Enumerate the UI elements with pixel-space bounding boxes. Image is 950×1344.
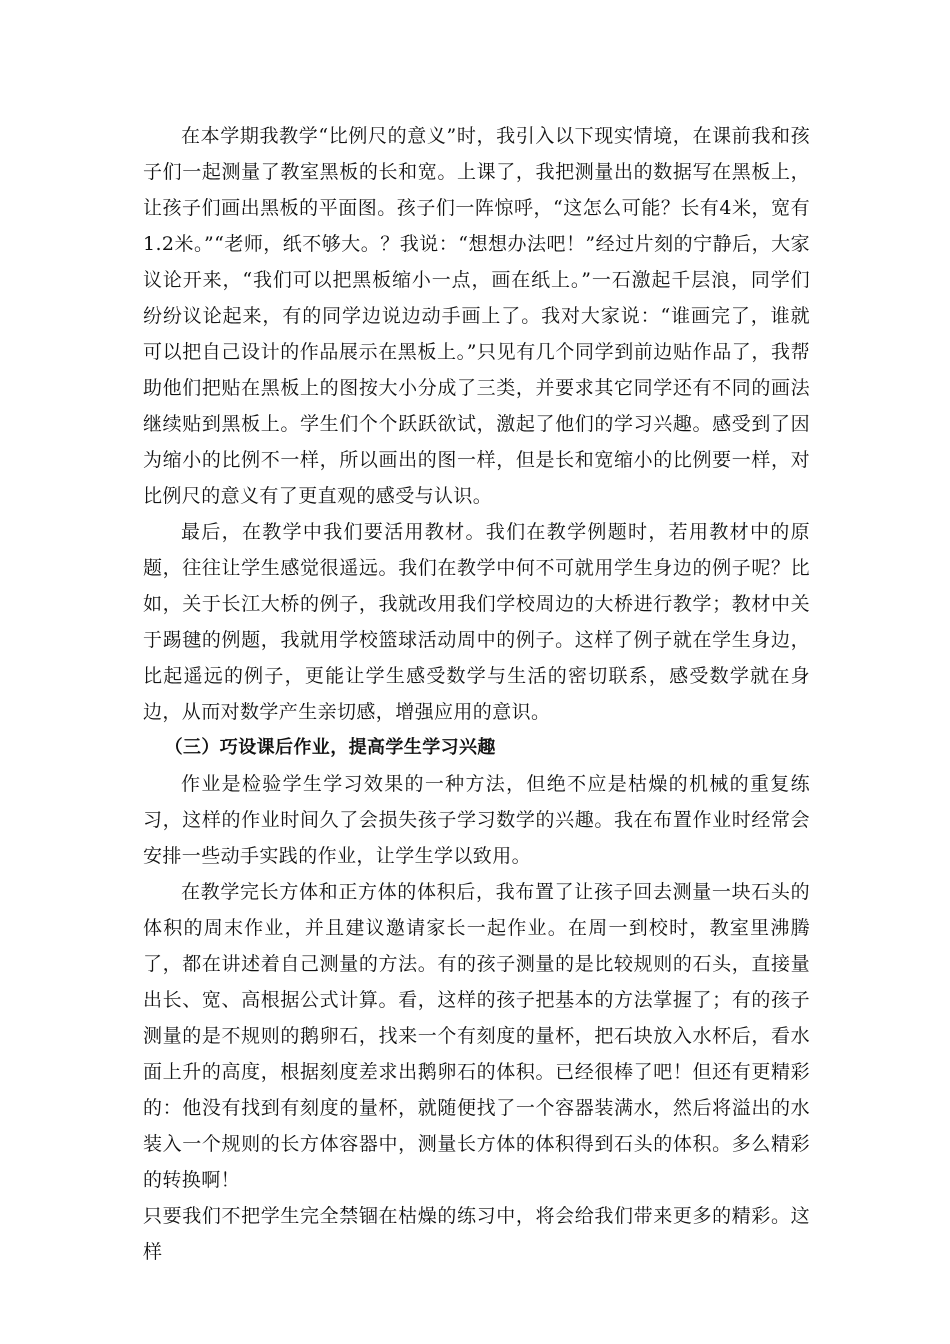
paragraph-closing: 只要我们不把学生完全禁锢在枯燥的练习中，将会给我们带来更多的精彩。这样: [143, 1205, 810, 1263]
paragraph-stone-volume: 在教学完长方体和正方体的体积后，我布置了让孩子回去测量一块石头的体积的周末作业，并且建议邀请家长一起作业。在周一到校时，教室里沸腾了，都在讲述着自己测量的方法。有的孩子测量的是比较规则的石头，直接量出长、宽、高根据公式计算。看，这样的孩子把基本的方法掌握了；有的孩子测量的是不规则的鹅卵石，找来一个有刻度的量杯，把石块放入水杯后，看水面上升的高度，根据刻度差求出鹅卵石的体积。已经很棒了吧！但还有更精彩的：他没有找到有刻度的量杯，就随便找了一个容器装满水，然后将溢出的水装入一个规则的长方体容器中，测量长方体的体积得到石头的体积。多么精彩的转换啊！: [143, 881, 810, 1191]
paragraph-scale-lesson: 在本学期我教学“比例尺的意义”时，我引入以下现实情境，在课前我和孩子们一起测量了教室黑板的长和宽。上课了，我把测量出的数据写在黑板上，让孩子们画出黑板的平面图。孩子们一阵惊呼，“这怎么可能？长有4米，宽有1.2米。”“老师，纸不够大。？我说：“想想办法吧！”经过片刻的宁静后，大家议论开来，“我们可以把黑板缩小一点，画在纸上。”一石激起千层浪，同学们纷纷议论起来，有的同学边说边动手画上了。我对大家说：“谁画完了，谁就可以把自己设计的作品展示在黑板上。”只见有几个同学到前边贴作品了，我帮助他们把贴在黑板上的图按大小分成了三类，并要求其它同学还有不同的画法继续贴到黑板上。学生们个个跃跃欲试，激起了他们的学习兴趣。感受到了因为缩小的比例不一样，所以画出的图一样，但是长和宽缩小的比例要一样，对比例尺的意义有了更直观的感受与认识。: [143, 125, 810, 507]
paragraph-use-textbook: 最后，在教学中我们要活用教材。我们在教学例题时，若用教材中的原题，往往让学生感觉很遥远。我们在教学中何不可就用学生身边的例子呢？比如，关于长江大桥的例子，我就改用我们学校周边的大桥进行教学；教材中关于踢毽的例题，我就用学校篮球活动周中的例子。这样了例子就在学生身边，比起遥远的例子，更能让学生感受数学与生活的密切联系，感受数学就在身边，从而对数学产生亲切感，增强应用的意识。: [143, 521, 810, 723]
document-body: [143, 118, 810, 1270]
paragraph-homework-intro: 作业是检验学生学习效果的一种方法，但绝不应是枯燥的机械的重复练习，这样的作业时间久了会损失孩子学习数学的兴趣。我在布置作业时经常会安排一些动手实践的作业，让学生学以致用。: [143, 773, 810, 867]
section-heading: （三）巧设课后作业，提高学生学习兴趣: [164, 737, 496, 758]
